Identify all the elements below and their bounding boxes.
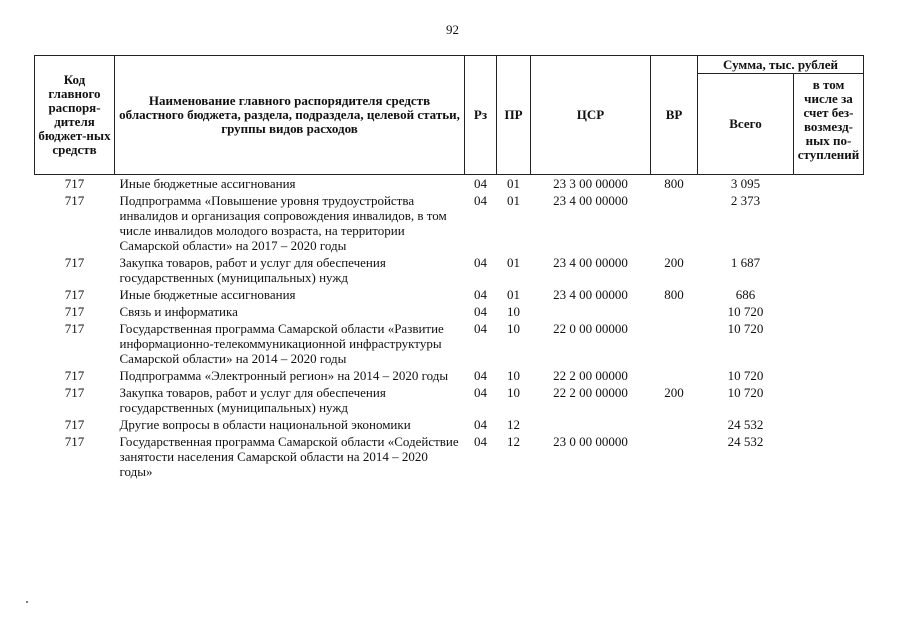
cell-csr: 23 4 00 00000 [553,255,628,270]
cell-csr: 22 2 00 00000 [553,368,628,383]
header-pr: ПР [497,56,531,175]
cell-name: Другие вопросы в области национальной экономики [119,417,411,432]
cell-total: 3 095 [730,176,761,191]
table-row [35,320,864,367]
cell-pr: 10 [507,368,520,383]
cell-total: 24 532 [727,417,764,432]
table-row [35,303,864,320]
header-vr: ВР [651,56,698,175]
header-total: Всего [698,74,794,175]
cell-incl [794,416,864,433]
cell-vr: 200 [664,385,684,400]
cell-name: Иные бюджетные ассигнования [119,176,296,191]
cell-total: 1 687 [730,255,761,270]
cell-vr [651,320,698,367]
table-row [35,286,864,303]
table-row [35,254,864,286]
table-row [35,175,864,193]
page-number: 92 [446,22,459,37]
cell-rz: 04 [474,417,487,432]
table-row [35,192,864,254]
cell-vr [651,367,698,384]
cell-total: 10 720 [727,385,764,400]
cell-rz: 04 [474,193,487,208]
cell-code: 717 [64,193,85,208]
cell-pr: 10 [507,304,520,319]
cell-rz: 04 [474,255,487,270]
cell-incl [794,433,864,480]
table-body [35,175,864,481]
table-row [35,384,864,416]
cell-incl [794,303,864,320]
header-code: Код главного распоря-дителя бюджет-ных средств [35,56,115,175]
cell-csr: 23 3 00 00000 [553,176,628,191]
cell-incl [794,254,864,286]
cell-rz: 04 [474,287,487,302]
cell-incl [794,384,864,416]
cell-code: 717 [64,368,85,383]
cell-vr [651,192,698,254]
cell-pr: 10 [507,321,520,336]
cell-code: 717 [64,434,85,449]
cell-csr: 23 0 00 00000 [553,434,628,449]
cell-name: Подпрограмма «Повышение уровня трудоустройства инвалидов и организация сопровождения инвалидов, в том числе инвалидов молодого возраста, на территории Самарской области» на 2017 – 2020 годы [119,193,447,253]
cell-name: Связь и информатика [119,304,238,319]
cell-code: 717 [64,287,85,302]
cell-vr: 200 [664,255,684,270]
cell-csr: 22 2 00 00000 [553,385,628,400]
scan-speck [26,601,28,603]
header-name: Наименование главного распорядителя средств областного бюджета, раздела, подраздела, целевой статьи, группы видов расходов [115,56,465,175]
cell-code: 717 [64,321,85,336]
cell-csr [531,303,651,320]
cell-incl [794,320,864,367]
cell-total: 24 532 [727,434,764,449]
cell-pr: 01 [507,176,520,191]
cell-pr: 01 [507,287,520,302]
cell-total: 10 720 [727,368,764,383]
cell-rz: 04 [474,434,487,449]
cell-code: 717 [64,385,85,400]
cell-rz: 04 [474,321,487,336]
header-incl: в том числе за счет без-возмезд-ных по-ступлений [794,74,864,175]
cell-rz: 04 [474,176,487,191]
cell-pr: 01 [507,193,520,208]
cell-vr: 800 [664,176,684,191]
cell-total: 10 720 [727,321,764,336]
cell-name: Государственная программа Самарской области «Содействие занятости населения Самарской области на 2014 – 2020 годы» [119,434,459,479]
cell-incl [794,367,864,384]
cell-rz: 04 [474,368,487,383]
cell-name: Закупка товаров, работ и услуг для обеспечения государственных (муниципальных) нужд [119,385,386,415]
table-header [35,56,864,175]
header-rz: Рз [465,56,497,175]
cell-code: 717 [64,304,85,319]
cell-incl [794,175,864,193]
cell-rz: 04 [474,304,487,319]
cell-vr [651,433,698,480]
cell-name: Государственная программа Самарской области «Развитие информационно-телекоммуникационной инфраструктуры Самарской области» на 2014 – 2020 годы [119,321,444,366]
header-sum: Сумма, тыс. рублей [698,56,864,74]
cell-incl [794,286,864,303]
cell-csr [531,416,651,433]
cell-incl [794,192,864,254]
cell-vr: 800 [664,287,684,302]
cell-code: 717 [64,417,85,432]
budget-table [34,55,864,480]
table-row [35,433,864,480]
header-csr: ЦСР [531,56,651,175]
cell-code: 717 [64,176,85,191]
cell-csr: 23 4 00 00000 [553,193,628,208]
cell-total: 2 373 [730,193,761,208]
cell-name: Иные бюджетные ассигнования [119,287,296,302]
cell-pr: 01 [507,255,520,270]
cell-pr: 12 [507,417,520,432]
cell-csr: 22 0 00 00000 [553,321,628,336]
cell-pr: 12 [507,434,520,449]
table-row [35,416,864,433]
cell-vr [651,416,698,433]
cell-vr [651,303,698,320]
cell-code: 717 [64,255,85,270]
table-row [35,367,864,384]
cell-name: Подпрограмма «Электронный регион» на 2014 – 2020 годы [119,368,449,383]
cell-csr: 23 4 00 00000 [553,287,628,302]
cell-name: Закупка товаров, работ и услуг для обеспечения государственных (муниципальных) нужд [119,255,386,285]
cell-pr: 10 [507,385,520,400]
cell-total: 10 720 [727,304,764,319]
cell-total: 686 [735,287,756,302]
cell-rz: 04 [474,385,487,400]
